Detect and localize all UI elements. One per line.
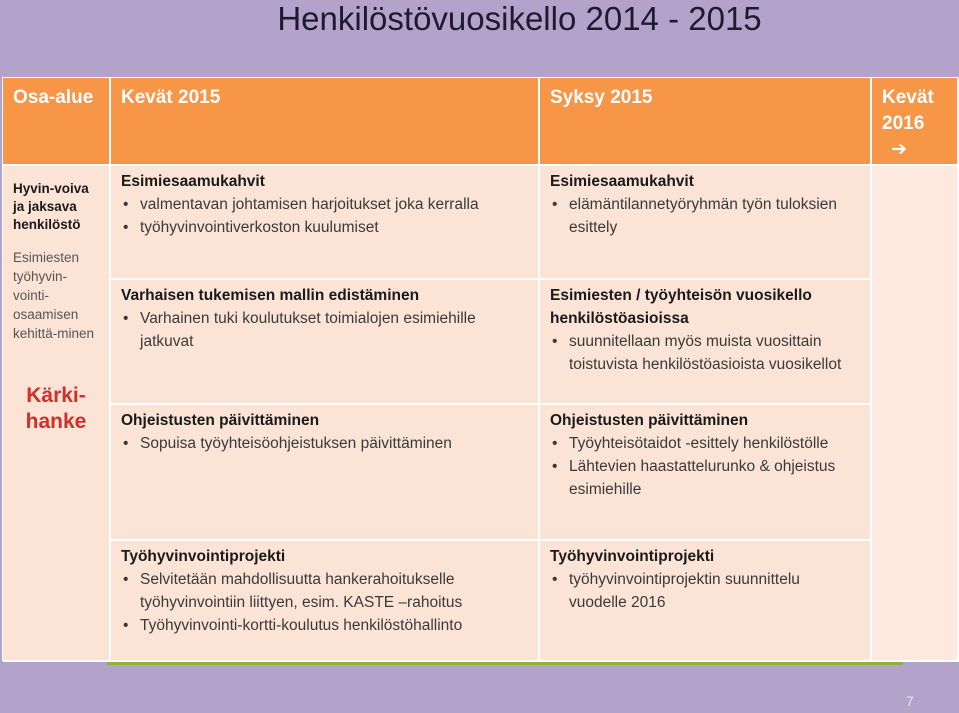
header-spring-2016-wrap xyxy=(872,78,957,166)
block-title: Varhaisen tukemisen mallin edistäminen xyxy=(121,287,420,304)
spring-block-3 xyxy=(111,405,540,541)
bullet-list xyxy=(121,568,528,637)
focus-area-cell xyxy=(3,166,111,662)
list-item: • Sopuisa työyhteisöohjeistuksen päivittäminen xyxy=(121,432,528,455)
key-project-label: Kärki-hanke xyxy=(25,384,87,433)
block-title: Ohjeistusten päivittäminen xyxy=(121,412,320,429)
page-number: 7 xyxy=(906,693,914,709)
header-osa-alue xyxy=(3,78,111,166)
slide-title: Henkilöstövuosikello 2014 - 2015 xyxy=(277,0,762,37)
spring-block-2 xyxy=(111,280,540,405)
block-title: Työhyvinvointiprojekti xyxy=(550,548,715,565)
block-title: Esimiesten / työyhteisön vuosikello henkilöstöasioissa xyxy=(550,287,812,327)
block-title: Esimiesaamukahvit xyxy=(550,173,694,190)
autumn-block-1 xyxy=(540,166,872,280)
list-item: • työhyvinvointiprojektin suunnittelu vuodelle 2016 xyxy=(550,568,860,614)
schedule-table xyxy=(2,77,958,661)
list-item: • Selvitetään mahdollisuutta hankerahoitukselle työhyvinvointiin liittyen, esim. KASTE –rahoitus xyxy=(121,568,528,614)
header-spring-2016-label: Kevät 2016 xyxy=(882,87,934,134)
autumn-block-2 xyxy=(540,280,872,405)
focus-area-title: Hyvin-voiva ja jaksava henkilöstö xyxy=(13,181,89,232)
focus-area-subtitle: Esimiesten työhyvin-vointi-osaamisen kehittä-minen xyxy=(13,250,95,341)
header-spring-2016 xyxy=(872,78,959,166)
spring-block-4 xyxy=(111,541,540,662)
footer-divider xyxy=(107,662,903,665)
bullet-list xyxy=(550,432,860,501)
block-title: Esimiesaamukahvit xyxy=(121,173,265,190)
header-autumn-2015-label: Syksy 2015 xyxy=(550,87,653,108)
header-spring-2015-label: Kevät 2015 xyxy=(121,87,221,108)
list-item: • Varhainen tuki koulutukset toimialojen esimiehille jatkuvat xyxy=(121,307,528,353)
spring-2016-empty-cell xyxy=(872,166,959,662)
bullet-list xyxy=(550,330,860,376)
arrow-right-icon: ➔ xyxy=(891,139,907,160)
bullet-list xyxy=(121,307,528,353)
list-item: • Työhyvinvointi-kortti-koulutus henkilöstöhallinto xyxy=(121,614,528,637)
header-osa-alue-label: Osa-alue xyxy=(13,87,94,108)
list-item: • Työyhteisötaidot -esittely henkilöstölle xyxy=(550,432,860,455)
header-autumn-2015 xyxy=(540,78,872,166)
spring-block-1 xyxy=(111,166,540,280)
block-title: Työhyvinvointiprojekti xyxy=(121,548,286,565)
bullet-list xyxy=(550,193,860,239)
list-item: • elämäntilannetyöryhmän työn tuloksien esittely xyxy=(550,193,860,239)
bullet-list xyxy=(121,193,528,239)
list-item: • työhyvinvointiverkoston kuulumiset xyxy=(121,216,528,239)
list-item: • Lähtevien haastattelurunko & ohjeistus esimiehille xyxy=(550,455,860,501)
autumn-block-4 xyxy=(540,541,872,662)
list-item: • suunnitellaan myös muista vuosittain toistuvista henkilöstöasioista vuosikellot xyxy=(550,330,860,376)
list-item: • valmentavan johtamisen harjoitukset joka kerralla xyxy=(121,193,528,216)
bullet-list xyxy=(121,432,528,455)
bullet-list xyxy=(550,568,860,614)
autumn-block-3 xyxy=(540,405,872,541)
block-title: Ohjeistusten päivittäminen xyxy=(550,412,749,429)
header-spring-2015 xyxy=(111,78,540,166)
